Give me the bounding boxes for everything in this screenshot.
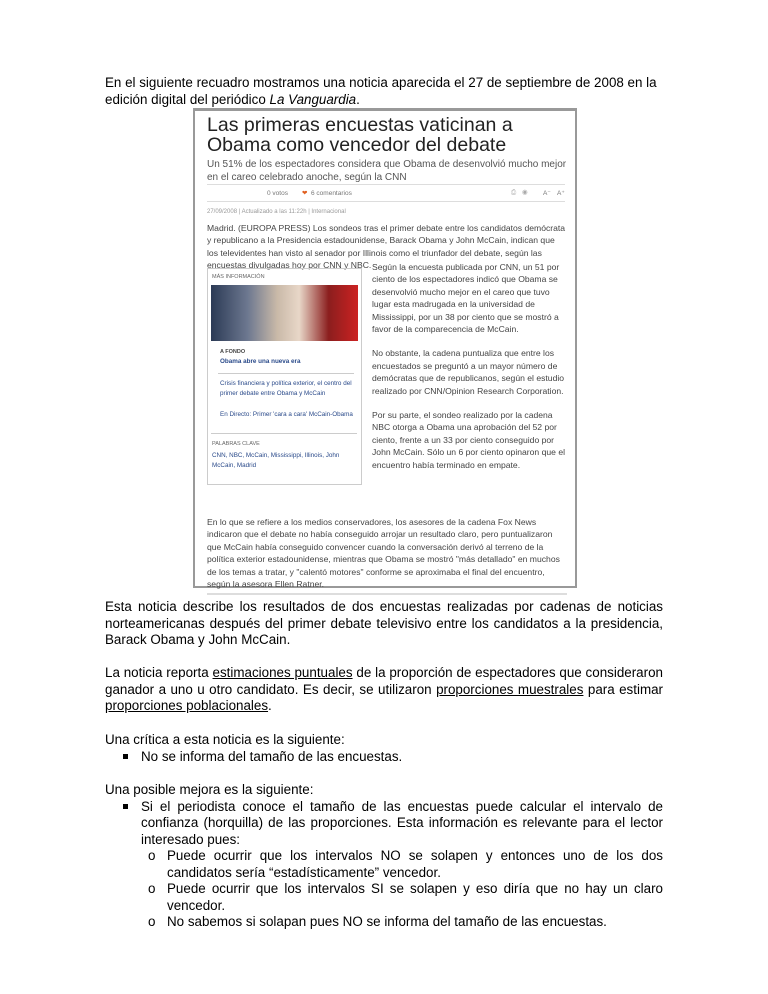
related-link: Crisis financiera y política exterior, el centro del primer debate entre Obama y McCain [220, 380, 352, 397]
critique-item: No se informa del tamaño de las encuestas. [105, 749, 663, 766]
comment-icon: ❤ [302, 190, 308, 197]
sidebar-heading: MÁS INFORMACIÓN [212, 274, 265, 280]
article-paragraph: Por su parte, el sondeo realizado por la cadena NBC otorga a Obama una aprobación del 52 por ciento, frente a un 33 por ciento conseguido por John McCain. Sólo un 6 por ciento opinaron que el encuentro había terminado en empate. [372, 410, 566, 470]
intro-end: . [356, 91, 360, 107]
print-icon: ⎙ [511, 189, 517, 196]
text: de la proporción de espectadores que consideraron ganador a uno u otro candidato. Es decir, se utilizaron [105, 665, 663, 697]
article-lead: Madrid. (EUROPA PRESS) Los sondeos tras el primer debate entre los candidatos demócrata y republicano a la Presidencia estadounidense, Barack Obama y John McCain, indican que los televidentes han visto al senador por Illinois como el triunfador del debate, según las encuestas divulgadas hoy por CNN y NBC. [207, 223, 566, 271]
term-point-estimates: estimaciones puntuales [212, 665, 353, 680]
text: La noticia reporta [105, 665, 213, 680]
news-article-clipping [193, 108, 577, 588]
improvement-subitem: o No sabemos si solapan pues NO se informa del tamaño de las encuestas. [105, 914, 663, 931]
article-body [372, 261, 567, 483]
related-link: En Directo: Primer 'cara a cara' McCain-Obama [220, 411, 353, 418]
critique-heading: Una crítica a esta noticia es la siguiente: [105, 732, 345, 747]
featured-link: Obama abre una nueva era [220, 358, 301, 365]
article-subtitle: Un 51% de los espectadores considera que Obama de desenvolvió mucho mejor en el careo celebrado anoche, según la CNN [207, 159, 567, 183]
critique-section [105, 732, 663, 765]
article-title: Las primeras encuestas vaticinan a Obama como vencedor del debate [207, 114, 513, 156]
comments-link: 6 comentarios [311, 190, 352, 197]
view-icon: ◉ [522, 189, 528, 196]
intro-text: En el siguiente recuadro mostramos una noticia aparecida el 27 de septiembre de 2008 en la edición digital del periódico [105, 75, 657, 107]
improvement-section [105, 782, 663, 931]
keywords-heading: PALABRAS CLAVE [212, 441, 260, 447]
article-dateline: 27/09/2008 | Actualizado a las 11:22h | Internacional [207, 209, 346, 215]
paragraph-estimates [105, 665, 663, 715]
article-paragraph: No obstante, la cadena puntualiza que entre los encuestados se preguntó a un mayor número de demócratas que de republicanos, según el estudio realizado por CNN/Opinion Research Corporation. [372, 348, 565, 396]
article-paragraph: Según la encuesta publicada por CNN, un 51 por ciento de los espectadores indicó que Obama se desenvolvió mucho mejor en el careo que tuvo lugar esta madrugada en la universidad de Mississippi, por un 38 por ciento que se mostró a favor de la comparecencia de McCain. [372, 262, 560, 335]
newspaper-name: La Vanguardia [269, 91, 357, 107]
obama-photo [211, 285, 358, 341]
improvement-subitem: o Puede ocurrir que los intervalos NO se solapen y entonces uno de los dos candidatos sería “estadísticamente” vencedor. [105, 848, 663, 881]
paragraph-description: Esta noticia describe los resultados de dos encuestas realizadas por cadenas de noticias norteamericanas después del primer debate televisivo entre los candidatos a la presidencia, Barack Obama y John McCain. [105, 599, 663, 647]
a-fondo-label: A FONDO [220, 349, 246, 355]
term-population-proportions: proporciones poblacionales [105, 698, 269, 713]
improvement-subitem: o Puede ocurrir que los intervalos SI se solapen y eso diría que no hay un claro vencedor. [105, 881, 663, 914]
intro-paragraph [105, 75, 663, 108]
improvement-item: Si el periodista conoce el tamaño de las encuestas puede calcular el intervalo de confianza (horquilla) de las proporciones. Esta información es relevante para el lector interesado pues: [105, 799, 663, 849]
text: para estimar [583, 681, 664, 697]
text: . [268, 698, 272, 713]
more-info-sidebar [207, 268, 362, 485]
votes-count: 0 votos [267, 190, 288, 197]
font-smaller-button: A⁻ [543, 190, 551, 197]
article-closing: En lo que se refiere a los medios conservadores, los asesores de la cadena Fox News indicaron que el debate no había conseguido arrojar un resultado claro, pero puntualizaron que McCain había conseguido convencer cuando la conversación derivó al terreno de la política exterior estadounidense, mientras que Obama se mostró "más detallado" en muchos de los temas a tratar, y "calentó motores" conforme se aproximaba el final del encuentro, según la asesora Ellen Ratner. [207, 516, 567, 595]
article-toolbar [207, 184, 565, 202]
font-larger-button: A⁺ [557, 190, 565, 197]
keywords-list: CNN, NBC, McCain, Mississippi, Illinois, John McCain, Madrid [212, 452, 340, 469]
term-sample-proportions: proporciones muestrales [436, 681, 584, 697]
improvement-heading: Una posible mejora es la siguiente: [105, 782, 314, 797]
